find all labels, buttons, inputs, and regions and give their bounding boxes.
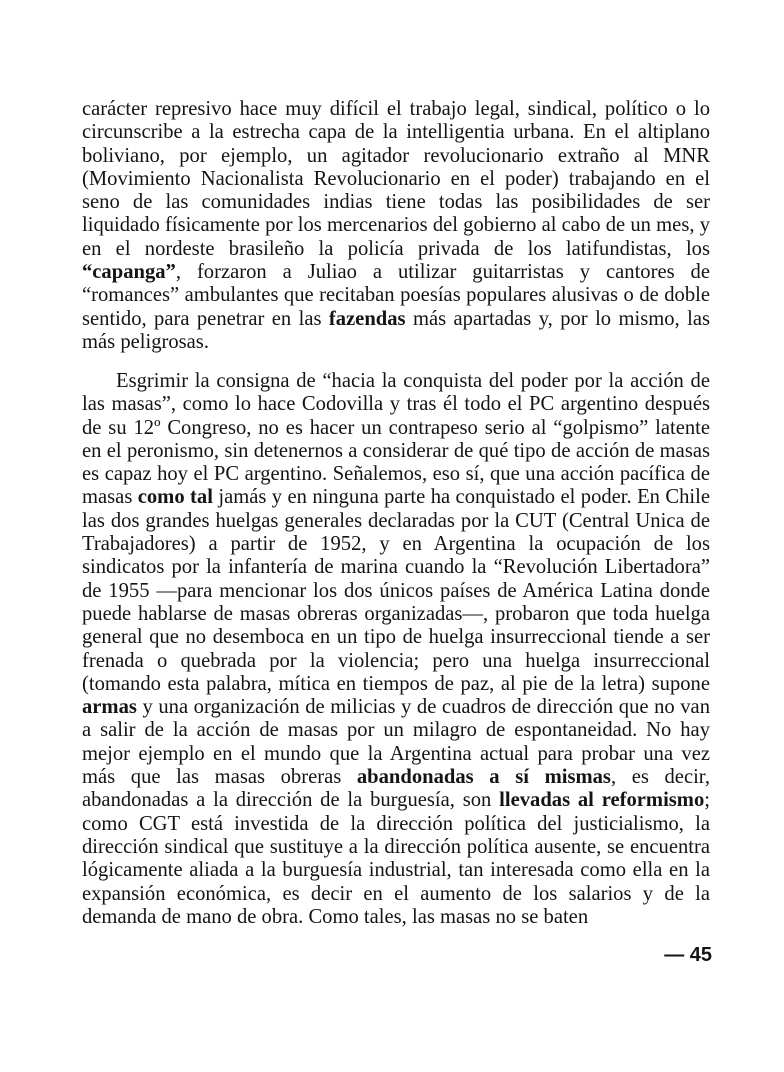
text-run: jamás y en ninguna parte ha conquistado el poder. En Chile las dos grandes huelgas generales declaradas por la CUT (Central Unica de Trabajadores) a partir de 1952, y en Argentina la ocupación de los sindicatos por la infantería de marina cuando la “Revolución Libertadora” de 1955 —para mencionar los dos únicos países de América Latina donde puede hablarse de masas obreras organizadas—, probaron que toda huelga general que no desemboca en un tipo de huelga insurreccional tiende a ser frenada o quebrada por la violencia; pero una huelga insurreccional (tomando esta palabra, mítica en tiempos de paz, al pie de la letra) supone — [82, 486, 710, 695]
paragraph-1 — [82, 98, 710, 354]
text-run: carácter represivo hace muy difícil el trabajo legal, sindical, político o lo circunscribe a la estrecha capa de la intelligentia urbana. En el altiplano boliviano, por ejemplo, un agitador revolucionario extraño al MNR (Movimiento Nacionalista Revolucionario en el poder) trabajando en el seno de las comunidades indias tiene todas las posibilidades de ser liquidado físicamente por los mercenarios del gobierno al cabo de un mes, y en el nordeste brasileño la policía privada de los latifundistas, los — [82, 98, 710, 260]
bold-phrase: “capanga” — [82, 261, 176, 284]
text-run: y una organización de milicias y de cuadros de dirección que no van a salir de la acción de masas por un milagro de espontaneidad. No hay mejor ejemplo en el mundo que la Argentina actual para probar una vez más que las masas obreras — [82, 696, 710, 789]
text-run: , forzaron a Juliao a utilizar guitarristas y cantores de “romances” ambulantes que recitaban poesías populares alusivas o de doble sentido, para penetrar en las — [82, 261, 710, 330]
text-run: más apartadas y, por lo mismo, las más peligrosas. — [82, 307, 710, 353]
bold-phrase: llevadas al reformismo — [499, 789, 705, 812]
paragraph-2 — [82, 370, 710, 929]
text-run: ; como CGT está investida de la dirección política del justicialismo, la dirección sindical que sustituye a la dirección política ausente, se encuentra lógicamente aliada a la burguesía industrial, tan interesada como ella en la expansión económica, es decir en el aumento de los salarios y de la demanda de mano de obra. Como tales, las masas no se baten — [82, 789, 710, 928]
bold-phrase: armas — [82, 696, 137, 719]
bold-phrase: fazendas — [328, 307, 406, 330]
bold-phrase: como tal — [137, 486, 213, 509]
text-run: , es decir, abandonadas a la dirección de la burguesía, son — [82, 766, 710, 812]
text-run: Esgrimir la consigna de “hacia la conquista del poder por la acción de las masas”, como lo hace Codovilla y tras él todo el PC argentino después de su 12º Congreso, no es hacer un contrapeso serio al “golpismo” latente en el peronismo, sin detenernos a considerar de qué tipo de acción de masas es capaz hoy el PC argentino. Señalemos, eso sí, que una acción pacífica de masas — [82, 370, 710, 509]
page-number: — 45 — [664, 944, 712, 966]
bold-phrase: abandonadas a sí mismas — [356, 766, 611, 789]
